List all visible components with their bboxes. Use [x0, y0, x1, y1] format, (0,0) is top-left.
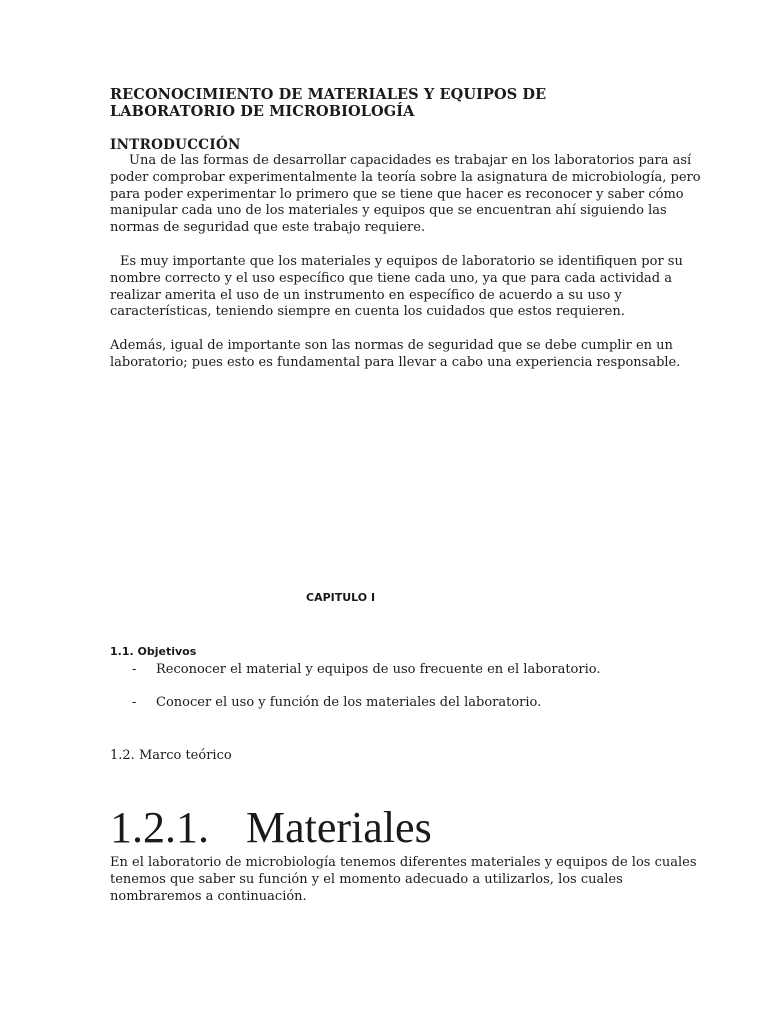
- objective-text: Reconocer el material y equipos de uso frecuente en el laboratorio.: [156, 662, 601, 677]
- text-line: para poder experimentar lo primero que se tiene que hacer es reconocer y saber cómo: [110, 186, 684, 202]
- materials-paragraph: [110, 854, 697, 905]
- section-number: 1.2.1.: [110, 803, 209, 852]
- text-line: realizar amerita el uso de un instrumento en específico de acuerdo a su uso y: [110, 287, 622, 303]
- objective-item: [132, 662, 600, 678]
- text-line: En el laboratorio de microbiología tenemos diferentes materiales y equipos de los cuales: [110, 855, 697, 870]
- text-line: nombre correcto y el uso específico que tiene cada uno, ya que para cada actividad a: [110, 270, 672, 286]
- text-line: normas de seguridad que este trabajo requiere.: [110, 220, 426, 236]
- text-line: Es muy importante que los materiales y equipos de laboratorio se identifiquen por su: [120, 254, 683, 269]
- introduction-heading: INTRODUCCIÓN: [110, 137, 241, 153]
- text-line: poder comprobar experimentalmente la teoría sobre la asignatura de microbiología, pero: [110, 169, 701, 185]
- bullet-dash: -: [132, 662, 137, 677]
- text-line: manipular cada uno de los materiales y equipos que se encuentran ahí siguiendo las: [110, 203, 667, 219]
- materials-section-heading: [110, 800, 432, 856]
- text-line: tenemos que saber su función y el momento adecuado a utilizarlos, los cuales: [110, 872, 623, 887]
- section-title: Materiales: [246, 803, 432, 852]
- title-line: LABORATORIO DE MICROBIOLOGÍA: [110, 103, 415, 120]
- intro-paragraph-3: [110, 338, 681, 372]
- objective-item: [132, 695, 541, 711]
- objectives-heading: 1.1. Objetivos: [110, 645, 197, 658]
- text-line: características, teniendo siempre en cuenta los cuidados que estos requieren.: [110, 304, 625, 320]
- intro-paragraph-2: [110, 254, 683, 321]
- title-line: RECONOCIMIENTO DE MATERIALES Y EQUIPOS DE: [110, 86, 547, 103]
- marco-teorico-heading: 1.2. Marco teórico: [110, 748, 232, 763]
- text-line: laboratorio; pues esto es fundamental para llevar a cabo una experiencia responsable.: [110, 354, 681, 370]
- text-line: nombraremos a continuación.: [110, 889, 307, 904]
- bullet-dash: -: [132, 695, 137, 710]
- document-title: [110, 86, 670, 120]
- chapter-title: CAPITULO I: [306, 591, 376, 604]
- objective-text: Conocer el uso y función de los materiales del laboratorio.: [156, 695, 542, 710]
- intro-paragraph-1: [110, 153, 701, 237]
- text-line: Además, igual de importante son las normas de seguridad que se debe cumplir en un: [110, 338, 673, 353]
- text-line: Una de las formas de desarrollar capacidades es trabajar en los laboratorios para así: [129, 153, 692, 168]
